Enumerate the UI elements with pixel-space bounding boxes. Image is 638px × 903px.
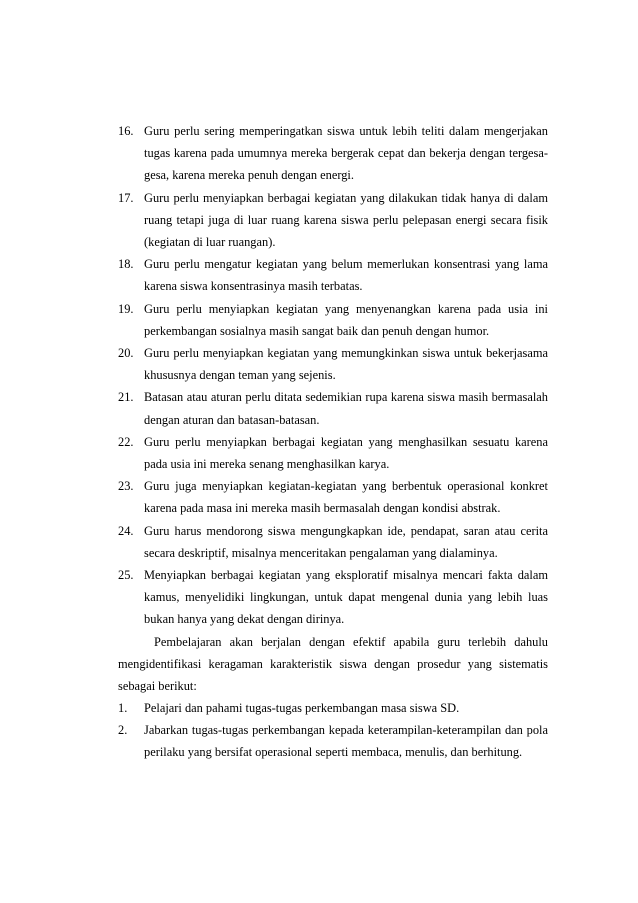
list-item bbox=[118, 342, 548, 386]
list-item-number: 23. bbox=[118, 479, 134, 494]
list-item bbox=[118, 697, 548, 719]
list-item-number: 16. bbox=[118, 124, 134, 138]
list-item-number: 22. bbox=[118, 434, 134, 449]
list-item bbox=[118, 431, 548, 475]
list-item bbox=[118, 187, 548, 254]
list-item-text: Guru perlu sering memperingatkan siswa untuk lebih teliti dalam mengerjakan tugas karena pada umumnya mereka bergerak cepat dan bekerja dengan tergesa-gesa, karena mereka penuh dengan energi. bbox=[144, 124, 548, 183]
list-item-text: Jabarkan tugas-tugas perkembangan kepada keterampilan-keterampilan dan pola perilaku yang bersifat operasional seperti membaca, menulis, dan berhitung. bbox=[144, 723, 548, 760]
list-item bbox=[118, 120, 548, 187]
body-paragraph: Pembelajaran akan berjalan dengan efektif apabila guru terlebih dahulu mengidentifikasi keragaman karakteristik siswa dengan prosedur yang sistematis sebagai berikut: bbox=[118, 635, 548, 694]
list-item-number: 24. bbox=[118, 523, 134, 538]
list-item-text: Pelajari dan pahami tugas-tugas perkembangan masa siswa SD. bbox=[144, 701, 460, 715]
list-item-text: Guru juga menyiapkan kegiatan-kegiatan yang berbentuk operasional konkret karena pada masa ini mereka masih bermasalah dengan kondisi abstrak. bbox=[144, 479, 548, 516]
list-item bbox=[118, 298, 548, 342]
list-item-number: 17. bbox=[118, 190, 134, 205]
list-item bbox=[118, 386, 548, 430]
procedure-list bbox=[118, 697, 548, 764]
list-item-number: 21. bbox=[118, 390, 134, 405]
list-item bbox=[118, 564, 548, 631]
list-item-number: 20. bbox=[118, 346, 134, 361]
list-item-number: 2. bbox=[118, 723, 128, 738]
list-item-text: Guru perlu menyiapkan kegiatan yang menyenangkan karena pada usia ini perkembangan sosialnya masih sangat baik dan penuh dengan humor. bbox=[144, 301, 548, 338]
list-item bbox=[118, 520, 548, 564]
list-item-text: Batasan atau aturan perlu ditata sedemikian rupa karena siswa masih bermasalah dengan aturan dan batasan-batasan. bbox=[144, 390, 548, 427]
list-item-text: Guru perlu mengatur kegiatan yang belum memerlukan konsentrasi yang lama karena siswa konsentrasinya masih terbatas. bbox=[144, 257, 548, 294]
list-item-number: 1. bbox=[118, 701, 128, 715]
list-item-text: Guru perlu menyiapkan berbagai kegiatan yang dilakukan tidak hanya di dalam ruang tetapi juga di luar ruang karena siswa perlu pelepasan energi secara fisik (kegiatan di luar ruangan). bbox=[144, 190, 548, 250]
list-item-number: 19. bbox=[118, 301, 134, 316]
list-item bbox=[118, 475, 548, 519]
list-item bbox=[118, 253, 548, 297]
list-item bbox=[118, 719, 548, 763]
list-item-text: Guru harus mendorong siswa mengungkapkan ide, pendapat, saran atau cerita secara deskriptif, misalnya menceritakan pengalaman yang dialaminya. bbox=[144, 523, 548, 560]
list-item-number: 25. bbox=[118, 568, 134, 583]
list-item-text: Guru perlu menyiapkan berbagai kegiatan yang menghasilkan sesuatu karena pada usia ini mereka senang menghasilkan karya. bbox=[144, 434, 548, 472]
list-item-text: Guru perlu menyiapkan kegiatan yang memungkinkan siswa untuk bekerjasama khususnya dengan teman yang sejenis. bbox=[144, 346, 548, 383]
numbered-list bbox=[118, 120, 548, 631]
list-item-number: 18. bbox=[118, 257, 134, 272]
list-item-text: Menyiapkan berbagai kegiatan yang eksploratif misalnya mencari fakta dalam kamus, menyelidiki lingkungan, untuk dapat mengenal dunia yang lebih luas bukan hanya yang dekat dengan dirinya. bbox=[144, 568, 548, 627]
